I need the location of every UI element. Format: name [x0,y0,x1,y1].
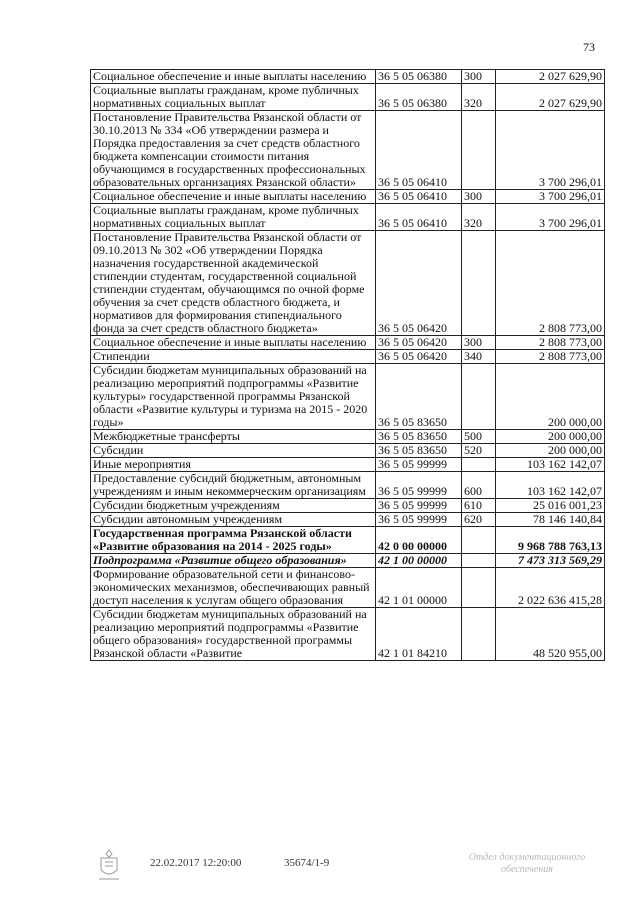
table-row [91,364,605,430]
row-name-cell: Субсидии бюджетам муниципальных образований на реализацию мероприятий подпрограммы «Развитие культуры» государственной программы Рязанской области «Развитие культуры и туризма на 2015 - 2020 годы» [91,364,376,430]
row-name-cell: Подпрограмма «Развитие общего образования» [91,554,376,568]
row-name-cell: Социальное обеспечение и иные выплаты населению [91,336,376,350]
row-code-cell: 36 5 05 06420 [376,350,462,364]
row-sum-cell: 48 520 955,00 [496,608,605,661]
row-code-cell: 36 5 05 83650 [376,364,462,430]
row-sum-cell: 3 700 296,01 [496,111,605,190]
table-row [91,608,605,661]
row-sum-cell: 2 808 773,00 [496,350,605,364]
table-row [91,111,605,190]
stamp-line-1: Отдел документационного [468,852,586,863]
row-name-cell: Постановление Правительства Рязанской области от 09.10.2013 № 302 «Об утверждении Порядка назначения государственной академической стипендии студентам, государственной социальной стипендии студентам, обучающимся по очной форме обучения за счет средств областного бюджета, и нормативов для формирования стипендиального фонда за счет средств областного бюджета» [91,231,376,336]
row-expense-type-cell: 300 [462,190,496,204]
table-row [91,472,605,499]
row-expense-type-cell [462,568,496,608]
row-code-cell: 36 5 05 06410 [376,111,462,190]
row-sum-cell: 200 000,00 [496,364,605,430]
row-code-cell: 36 5 05 99999 [376,513,462,527]
table-row [91,231,605,336]
row-code-cell: 36 5 05 06380 [376,70,462,84]
row-expense-type-cell [462,608,496,661]
row-expense-type-cell: 320 [462,204,496,231]
row-code-cell: 36 5 05 06420 [376,231,462,336]
row-name-cell: Субсидии бюджетным учреждениям [91,499,376,513]
row-sum-cell: 2 022 636 415,28 [496,568,605,608]
row-sum-cell: 200 000,00 [496,444,605,458]
budget-table-body [91,70,605,661]
table-row [91,499,605,513]
row-code-cell: 36 5 05 99999 [376,472,462,499]
table-row [91,430,605,444]
row-name-cell: Социальное обеспечение и иные выплаты населению [91,190,376,204]
row-name-cell: Социальное обеспечение и иные выплаты населению [91,70,376,84]
row-code-cell: 36 5 05 83650 [376,430,462,444]
row-code-cell: 42 1 01 84210 [376,608,462,661]
row-expense-type-cell [462,554,496,568]
row-code-cell: 36 5 05 06410 [376,190,462,204]
row-sum-cell: 2 027 629,90 [496,70,605,84]
row-expense-type-cell [462,364,496,430]
row-name-cell: Формирование образовательной сети и финансово-экономических механизмов, обеспечивающих равный доступ населения к услугам общего образования [91,568,376,608]
row-sum-cell: 103 162 142,07 [496,472,605,499]
row-code-cell: 42 1 01 00000 [376,568,462,608]
table-row [91,554,605,568]
row-sum-cell: 2 808 773,00 [496,231,605,336]
table-row [91,84,605,111]
row-sum-cell: 2 808 773,00 [496,336,605,350]
row-name-cell: Субсидии [91,444,376,458]
budget-table [90,69,605,661]
table-row [91,458,605,472]
row-code-cell: 36 5 05 99999 [376,499,462,513]
row-name-cell: Государственная программа Рязанской области «Развитие образования на 2014 - 2025 годы» [91,527,376,554]
footer-datetime: 22.02.2017 12:20:00 [150,857,242,869]
row-sum-cell: 3 700 296,01 [496,204,605,231]
row-expense-type-cell: 340 [462,350,496,364]
page-number: 73 [583,40,595,54]
row-expense-type-cell: 320 [462,84,496,111]
row-expense-type-cell: 300 [462,70,496,84]
table-row [91,350,605,364]
row-sum-cell: 103 162 142,07 [496,458,605,472]
row-code-cell: 42 0 00 00000 [376,527,462,554]
row-name-cell: Предоставление субсидий бюджетным, автономным учреждениям и иным некоммерческим организациям [91,472,376,499]
row-sum-cell: 200 000,00 [496,430,605,444]
row-code-cell: 42 1 00 00000 [376,554,462,568]
row-sum-cell: 78 146 140,84 [496,513,605,527]
row-expense-type-cell: 300 [462,336,496,350]
table-row [91,204,605,231]
table-row [91,568,605,608]
row-name-cell: Социальные выплаты гражданам, кроме публичных нормативных социальных выплат [91,204,376,231]
table-row [91,336,605,350]
row-expense-type-cell [462,231,496,336]
table-row [91,513,605,527]
row-name-cell: Субсидии автономным учреждениям [91,513,376,527]
row-code-cell: 36 5 05 06420 [376,336,462,350]
row-name-cell: Межбюджетные трансферты [91,430,376,444]
row-code-cell: 36 5 05 06380 [376,84,462,111]
row-expense-type-cell [462,458,496,472]
row-sum-cell: 25 016 001,23 [496,499,605,513]
row-sum-cell: 7 473 313 569,29 [496,554,605,568]
row-name-cell: Постановление Правительства Рязанской области от 30.10.2013 № 334 «Об утверждении размера и Порядка предоставления за счет средств областного бюджета компенсации стоимости питания обучающимся в государственных профессиональных образовательных организациях Рязанской области» [91,111,376,190]
row-expense-type-cell: 520 [462,444,496,458]
row-expense-type-cell [462,527,496,554]
row-sum-cell: 2 027 629,90 [496,84,605,111]
row-name-cell: Стипендии [91,350,376,364]
table-row [91,70,605,84]
coat-of-arms-icon [96,848,122,882]
row-sum-cell: 3 700 296,01 [496,190,605,204]
footer-doc-id: 35674/1-9 [284,857,330,869]
row-name-cell: Иные мероприятия [91,458,376,472]
row-code-cell: 36 5 05 99999 [376,458,462,472]
row-code-cell: 36 5 05 83650 [376,444,462,458]
table-row [91,444,605,458]
row-expense-type-cell [462,111,496,190]
row-expense-type-cell: 500 [462,430,496,444]
stamp-line-2: обеспечения [501,864,553,875]
table-row [91,190,605,204]
row-expense-type-cell: 600 [462,472,496,499]
department-stamp [452,852,602,876]
row-sum-cell: 9 968 788 763,13 [496,527,605,554]
row-name-cell: Субсидии бюджетам муниципальных образований на реализацию мероприятий подпрограммы «Развитие общего образования» государственной программы Рязанской области «Развитие [91,608,376,661]
row-expense-type-cell: 620 [462,513,496,527]
row-code-cell: 36 5 05 06410 [376,204,462,231]
row-expense-type-cell: 610 [462,499,496,513]
table-row [91,527,605,554]
row-name-cell: Социальные выплаты гражданам, кроме публичных нормативных социальных выплат [91,84,376,111]
